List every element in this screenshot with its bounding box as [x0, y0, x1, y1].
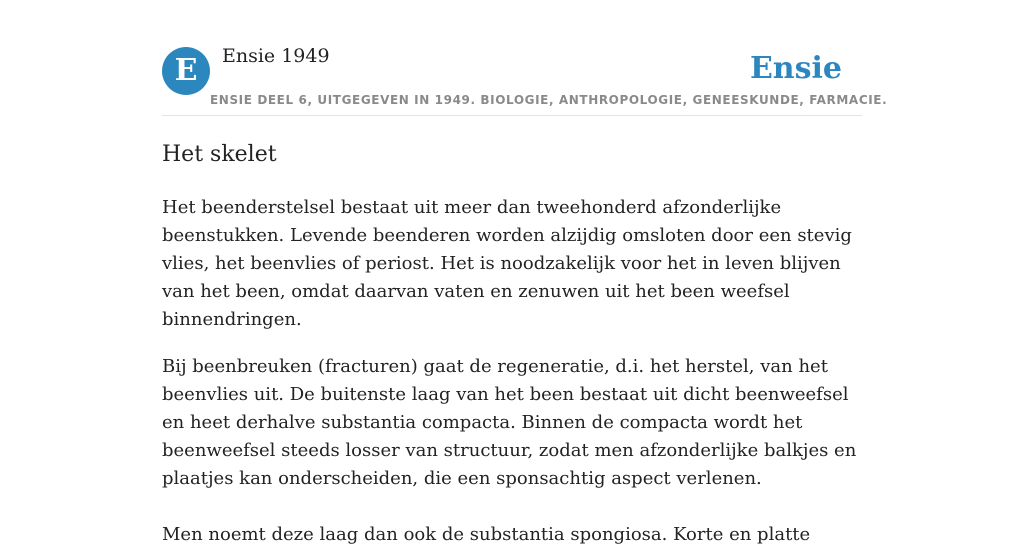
article-title: Het skelet [162, 142, 277, 167]
article-paragraph: Bij beenbreuken (fracturen) gaat de regeneratie, d.i. het herstel, van het beenvlies uit. De buitenste laag van het been bestaat uit dicht beenweefsel en heet derhalve substantia compacta. Binnen de compacta wordt het beenweefsel steeds losser van structuur, zodat men afzonderlijke balkjes en plaatjes kan onderscheiden, die een sponsachtig aspect verlenen. [162, 356, 857, 489]
article-paragraph: Men noemt deze laag dan ook de substantia spongiosa. Korte en platte [162, 524, 811, 545]
ensie-logo[interactable]: E [162, 47, 210, 95]
article-paragraph: Het beenderstelsel bestaat uit meer dan tweehonderd afzonderlijke beenstukken. Levende beenderen worden alzijdig omsloten door een stevig vlies, het beenvlies of periost. Het is noodzakelijk voor het in leven blijven van het been, omdat daarvan vaten en zenuwen uit het been weefsel binnendringen. [162, 197, 852, 330]
brand-logo-link[interactable]: Ensie [749, 51, 842, 86]
source-description: ENSIE DEEL 6, UITGEGEVEN IN 1949. BIOLOGIE, ANTHROPOLOGIE, GENEESKUNDE, FARMACIE. [210, 93, 888, 107]
source-title-link[interactable]: Ensie 1949 [222, 45, 330, 67]
article-page [162, 0, 888, 545]
source-header [162, 0, 888, 116]
